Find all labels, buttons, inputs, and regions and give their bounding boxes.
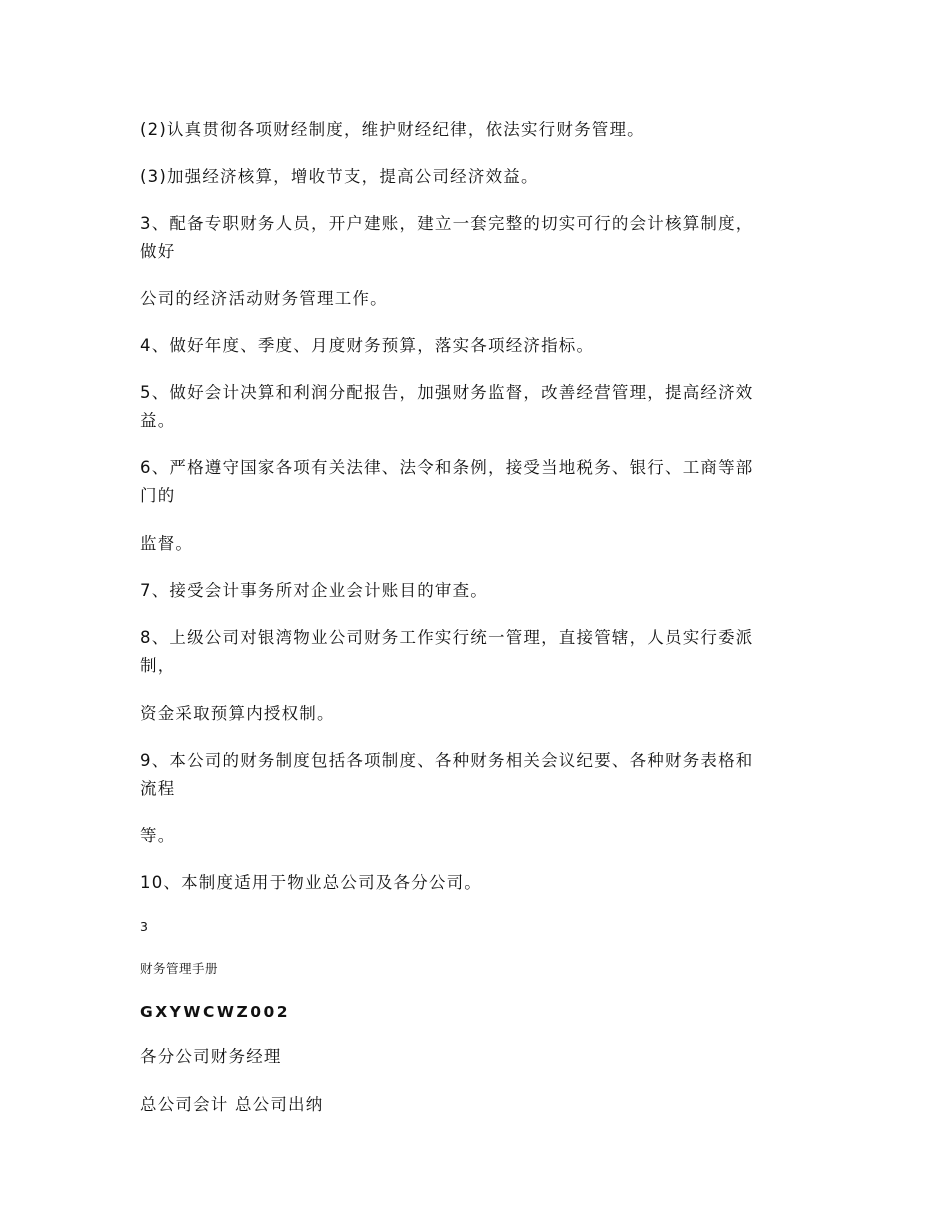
paragraph-clause-3: 3、配备专职财务人员，开户建账，建立一套完整的切实可行的会计核算制度， 做好 [140,214,754,261]
role-line-hq-accounting: 总公司会计 总公司出纳 [140,1095,324,1114]
page-number: 3 [140,919,149,934]
paragraph-clause-10: 10、本制度适用于物业总公司及各分公司。 [140,873,482,892]
paragraph-clause-7: 7、接受会计事务所对企业会计账目的审查。 [140,581,488,600]
paragraph-clause-5: 5、做好会计决算和利润分配报告，加强财务监督，改善经营管理，提高经济效 益。 [140,383,754,430]
paragraph-clause-8-continued: 资金采取预算内授权制。 [140,704,335,723]
document-code: GXYWCWZ002 [140,1003,291,1021]
paragraph-item-2: (2)认真贯彻各项财经制度，维护财经纪律，依法实行财务管理。 [140,120,645,139]
paragraph-clause-4: 4、做好年度、季度、月度财务预算，落实各项经济指标。 [140,336,595,355]
paragraph-item-3: (3)加强经济核算，增收节支，提高公司经济效益。 [140,167,539,186]
manual-title: 财务管理手册 [140,961,219,976]
paragraph-clause-8: 8、上级公司对银湾物业公司财务工作实行统一管理，直接管辖，人员实行委派 制， [140,628,754,675]
paragraph-clause-9: 9、本公司的财务制度包括各项制度、各种财务相关会议纪要、各种财务表格和 流程 [140,751,754,798]
role-line-branch-finance-manager: 各分公司财务经理 [140,1047,282,1066]
paragraph-clause-3-continued: 公司的经济活动财务管理工作。 [140,289,388,308]
paragraph-clause-6: 6、严格遵守国家各项有关法律、法令和条例，接受当地税务、银行、工商等部 门的 [140,458,754,505]
paragraph-clause-9-continued: 等。 [140,826,176,845]
paragraph-clause-6-continued: 监督。 [140,534,194,553]
